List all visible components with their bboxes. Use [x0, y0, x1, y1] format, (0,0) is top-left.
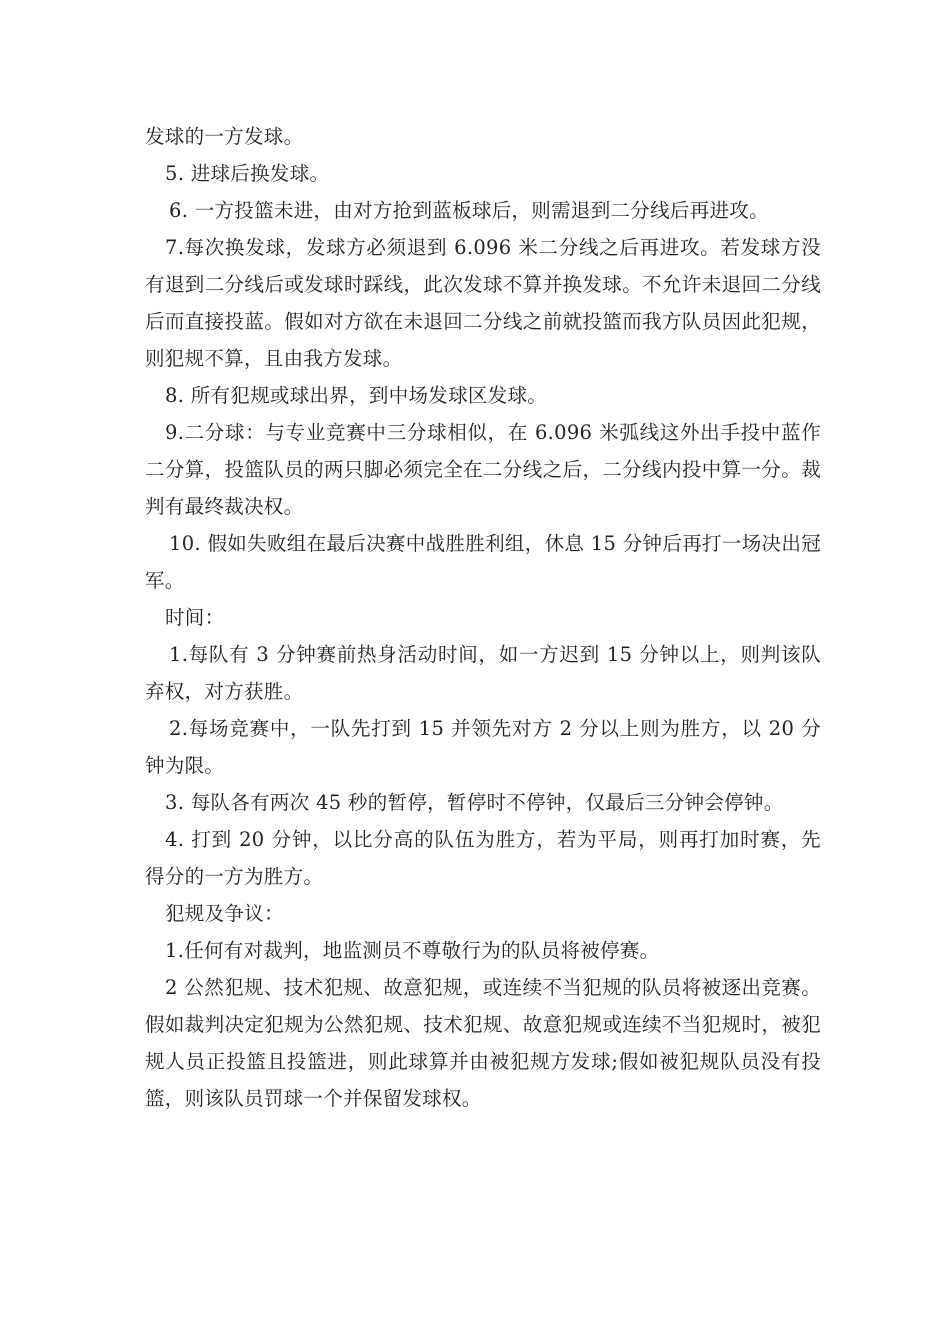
paragraph-time-4: 4. 打到 20 分钟，以比分高的队伍为胜方，若为平局，则再打加时赛，先得分的一方为胜方。 — [145, 828, 821, 888]
paragraph-rule-9: 9.二分球：与专业竞赛中三分球相似，在 6.096 米弧线这外出手投中蓝作二分算，投篮队员的两只脚必须完全在二分线之后，二分线内投中算一分。裁判有最终裁决权。 — [145, 421, 821, 518]
paragraph-fouls-1: 1.任何有对裁判，地监测员不尊敬行为的队员将被停赛。 — [165, 939, 660, 962]
paragraph-rule-8: 8. 所有犯规或球出界，到中场发球区发球。 — [165, 384, 548, 407]
paragraph-time-3: 3. 每队各有两次 45 秒的暂停，暂停时不停钟，仅最后三分钟会停钟。 — [165, 791, 784, 814]
paragraph-rule-7: 7.每次换发球，发球方必须退到 6.096 米二分线之后再进攻。若发球方没有退到二分线后或发球时踩线，此次发球不算并换发球。不允许未退回二分线后而直接投蓝。假如对方欲在未退回二分线之前就投篮而我方队员因此犯规，则犯规不算，且由我方发球。 — [145, 236, 821, 370]
paragraph-time-2: 2.每场竞赛中，一队先打到 15 并领先对方 2 分以上则为胜方，以 20 分钟为限。 — [145, 717, 821, 777]
paragraph-rule-10: 10. 假如失败组在最后决赛中战胜胜利组，休息 15 分钟后再打一场决出冠军。 — [145, 532, 821, 592]
section-heading-time: 时间： — [165, 606, 225, 629]
paragraph-rule-5: 5. 进球后换发球。 — [165, 162, 330, 185]
paragraph-serve-continuation: 发球的一方发球。 — [145, 125, 304, 148]
paragraph-fouls-2: 2 公然犯规、技术犯规、故意犯规，或连续不当犯规的队员将被逐出竞赛。假如裁判决定犯规为公然犯规、技术犯规、故意犯规或连续不当犯规时，被犯规人员正投篮且投篮进，则此球算并由被犯规方发球;假如被犯规队员没有投篮，则该队员罚球一个并保留发球权。 — [145, 976, 821, 1110]
paragraph-rule-6: 6. 一方投篮未进，由对方抢到蓝板球后，则需退到二分线后再进攻。 — [169, 199, 769, 222]
paragraph-time-1: 1.每队有 3 分钟赛前热身活动时间，如一方迟到 15 分钟以上，则判该队弃权，对方获胜。 — [145, 643, 821, 703]
section-heading-fouls: 犯规及争议： — [165, 902, 284, 925]
document-body — [145, 118, 821, 1117]
